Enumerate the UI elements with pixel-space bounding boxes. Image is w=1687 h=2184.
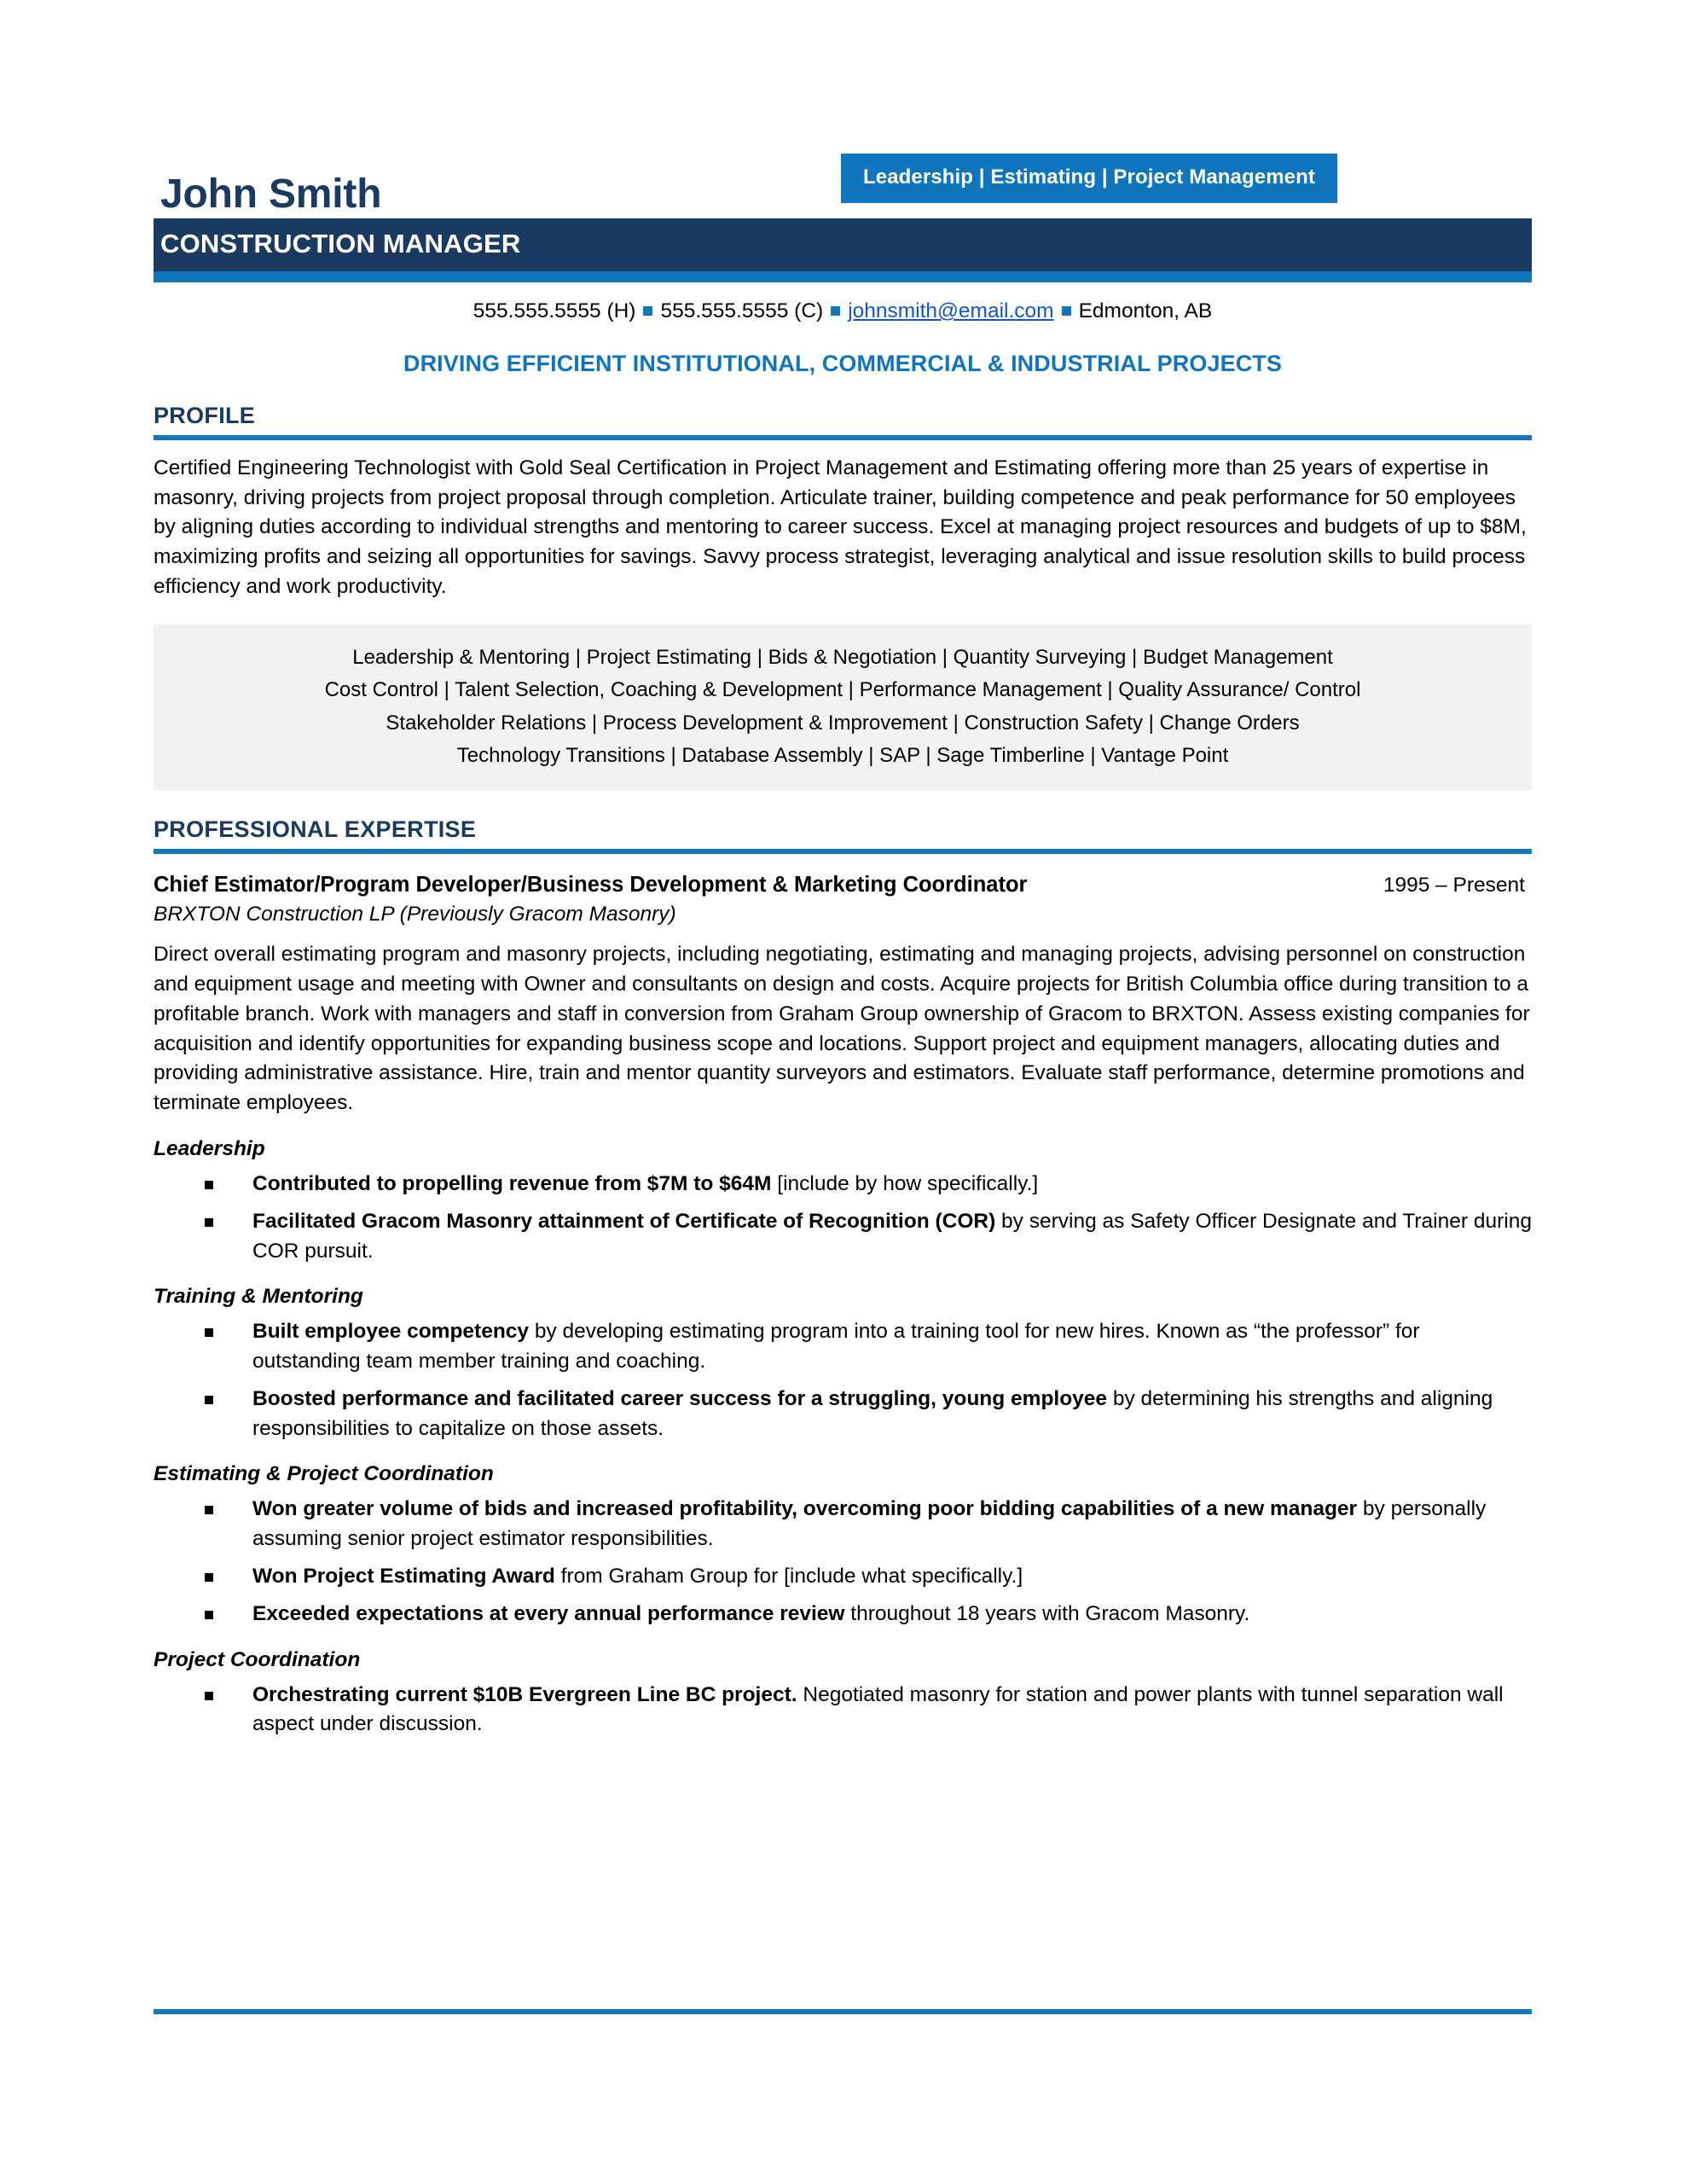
bullet-lead: Boosted performance and facilitated career success for a struggling, young employee: [252, 1386, 1108, 1410]
bullet-lead: Exceeded expectations at every annual performance review: [252, 1601, 845, 1625]
candidate-name: John Smith: [160, 171, 382, 217]
bullet-text: by personally assuming senior project estimator responsibilities.: [252, 1497, 1487, 1551]
name-row: [154, 145, 1551, 218]
bullet-lead: Built employee competency: [252, 1320, 530, 1344]
job-subsections: [154, 1137, 1532, 1740]
job-position-title: Chief Estimator/Program Developer/Business Development & Marketing Coordinator: [154, 873, 1028, 897]
job-description: Direct overall estimating program and masonry projects, including negotiating, estimating and managing projects, advising personnel on construction and equipment usage and meeting with Owner and consultants on design and costs. Acquire projects for British Columbia office during transition to a profitable branch. Work with managers and staff in conversion from Graham Group ownership of Gracom to BRXTON. Assess existing companies for acquisition and identify opportunities for expanding business scope and locations. Support project and equipment managers, allocating duties and providing administrative assistance. Hire, train and mentor quantity surveyors and estimators. Evaluate staff performance, determine promotions and terminate employees.: [154, 943, 1530, 1115]
bullet-item: [205, 1317, 1532, 1377]
bullet-text: [include by how specifically.]: [771, 1172, 1039, 1195]
core-competencies-box: [154, 624, 1532, 792]
job-company: BRXTON Construction LP (Previously Gracom Masonry): [154, 903, 676, 926]
subsection-heading: Leadership: [154, 1137, 265, 1160]
title-accent-bar: [154, 271, 1532, 282]
bullet-lead: Won Project Estimating Award: [252, 1565, 555, 1589]
location: Edmonton, AB: [1078, 299, 1213, 322]
bullet-item: [205, 1170, 1532, 1199]
bullet-item: [205, 1385, 1532, 1444]
section-divider: [154, 849, 1532, 854]
email-link[interactable]: johnsmith@email.com: [848, 299, 1054, 322]
subsection-bullet-list: [154, 1681, 1532, 1740]
phone-home: 555.555.5555 (H): [472, 299, 636, 322]
skills-line: Leadership & Mentoring | Project Estimating | Bids & Negotiation | Quantity Surveying | Budget Management: [352, 645, 1333, 669]
subsection-heading: Estimating & Project Coordination: [154, 1462, 494, 1486]
bullet-item: [205, 1207, 1532, 1267]
bullet-item: [205, 1495, 1532, 1554]
expertise-heading: PROFESSIONAL EXPERTISE: [154, 816, 477, 843]
profile-section: [154, 377, 1532, 791]
bullet-text: throughout 18 years with Gracom Masonry.: [844, 1601, 1250, 1625]
expertise-section: [154, 791, 1532, 1740]
bullet-item: [205, 1600, 1532, 1629]
job-header: [154, 873, 1532, 897]
subsection-heading: Training & Mentoring: [154, 1285, 363, 1309]
header-tagline-badge: Leadership | Estimating | Project Management: [841, 154, 1337, 203]
skills-line: Cost Control | Talent Selection, Coaching & Development | Performance Management | Quality Assurance/ Control: [324, 678, 1361, 702]
profile-body: Certified Engineering Technologist with Gold Seal Certification in Project Management and Estimating offering more than 25 years of expertise in masonry, driving projects from project proposal through completion. Articulate trainer, building competence and peak performance for 50 employees by aligning duties according to individual strengths and mentoring to career success. Excel at managing project resources and budgets of up to $8M, maximizing profits and seizing all opportunities for savings. Savvy process strategist, leveraging analytical and issue resolution skills to build process efficiency and work productivity.: [154, 456, 1527, 598]
headline: DRIVING EFFICIENT INSTITUTIONAL, COMMERCIAL & INDUSTRIAL PROJECTS: [403, 350, 1283, 376]
subsection-heading: Project Coordination: [154, 1647, 361, 1671]
bullet-lead: Won greater volume of bids and increased profitability, overcoming poor bidding capabilities of a new manager: [252, 1497, 1358, 1521]
separator-square-icon: [831, 306, 840, 316]
subsection-bullet-list: [154, 1170, 1532, 1266]
bullet-text: by determining his strengths and aligning responsibilities to capitalize on those assets.: [252, 1386, 1493, 1440]
skills-line: Stakeholder Relations | Process Development & Improvement | Construction Safety | Change Orders: [386, 711, 1300, 735]
separator-square-icon: [643, 306, 652, 316]
skills-line: Technology Transitions | Database Assembly | SAP | Sage Timberline | Vantage Point: [456, 743, 1229, 767]
bullet-lead: Orchestrating current $10B Evergreen Line BC project.: [252, 1682, 797, 1706]
subsection-bullet-list: [154, 1317, 1532, 1443]
bullet-item: [205, 1562, 1532, 1592]
phone-cell: 555.555.5555 (C): [660, 299, 824, 322]
bullet-lead: Contributed to propelling revenue from $7M to $64M: [252, 1172, 772, 1195]
job-title-banner: CONSTRUCTION MANAGER: [154, 218, 1532, 271]
contact-line: [154, 298, 1532, 325]
bullet-text: from Graham Group for [include what specifically.]: [554, 1565, 1023, 1589]
bullet-item: [205, 1681, 1532, 1740]
separator-square-icon: [1062, 306, 1071, 316]
job-dates: 1995 – Present: [1383, 874, 1525, 897]
bullet-text: by serving as Safety Officer Designate and Trainer during COR pursuit.: [252, 1209, 1532, 1263]
bullet-lead: Facilitated Gracom Masonry attainment of Certificate of Recognition (COR): [252, 1209, 996, 1233]
bullet-text: by developing estimating program into a training tool for new hires. Known as “the professor” for outstanding team member training and coaching.: [252, 1320, 1420, 1374]
section-divider: [154, 435, 1532, 440]
profile-heading: PROFILE: [154, 402, 256, 428]
resume-header: [154, 0, 1551, 282]
subsection-bullet-list: [154, 1495, 1532, 1629]
footer-divider: [154, 2009, 1532, 2014]
bullet-text: Negotiated masonry for station and power plants with tunnel separation wall aspect under discussion.: [252, 1682, 1504, 1736]
